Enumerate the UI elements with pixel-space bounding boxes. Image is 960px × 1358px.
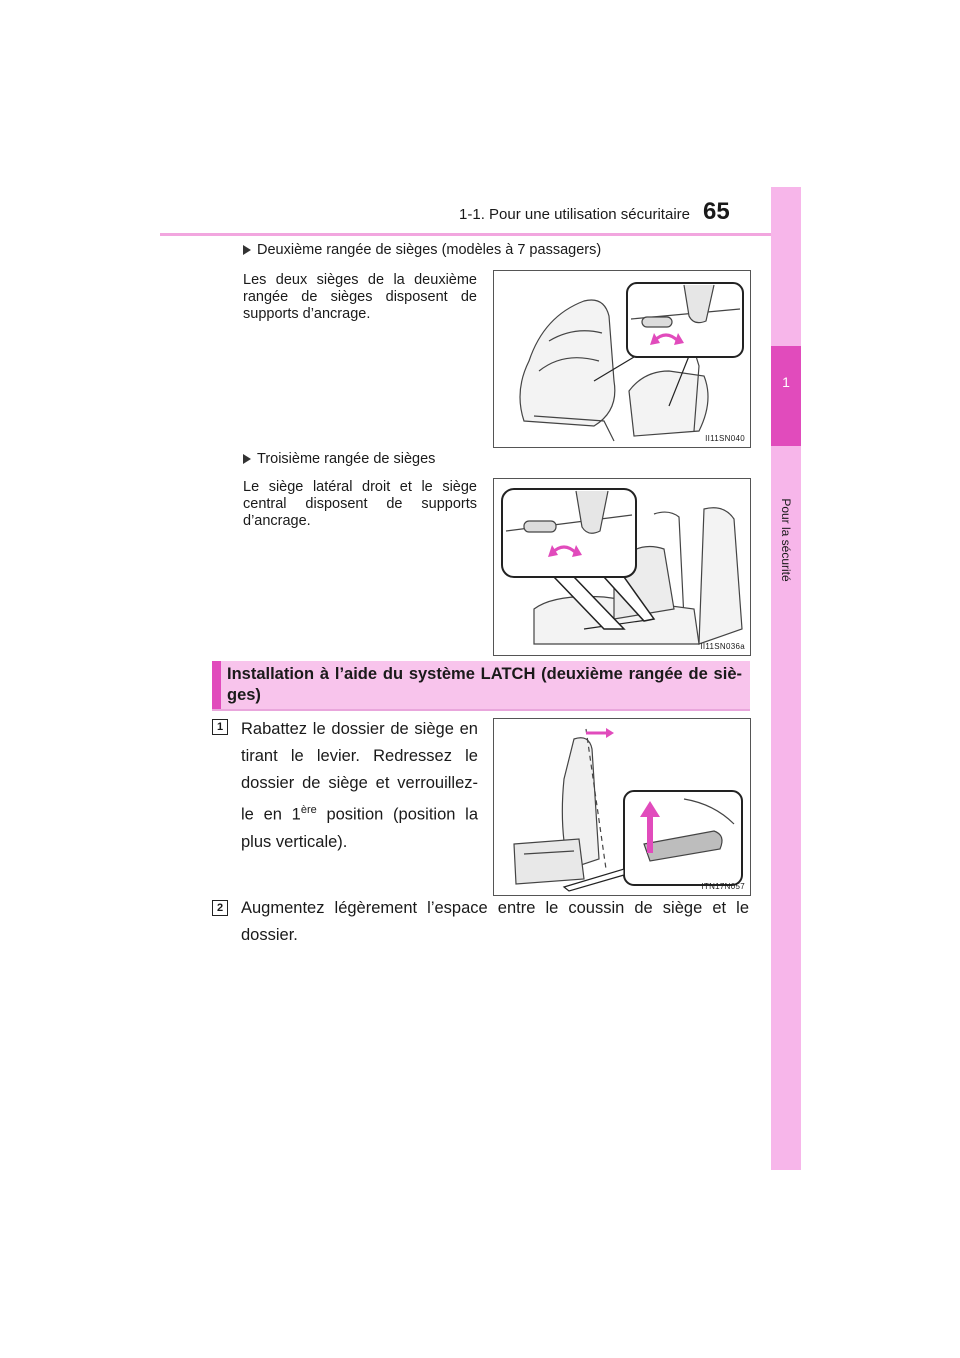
figure-second-row-anchors (493, 270, 751, 448)
seatback-lever-illustration (494, 719, 750, 895)
side-tab-number: 1 (782, 374, 790, 390)
figure-seatback-lever (493, 718, 751, 896)
paragraph-second-row: Les deux sièges de la deuxième rangée de sièges disposent de supports d’ancrage. (243, 272, 477, 322)
side-tab-active (771, 346, 801, 446)
side-tab-label: Pour la sécurité (779, 498, 793, 582)
step-2-text: Augmentez légèrement l’espace entre le coussin de siège et le dossier. (241, 899, 749, 944)
page-number: 65 (703, 198, 730, 225)
section-heading: Installation à l’aide du système LATCH (deuxième rangée de siè- ges) (227, 665, 742, 704)
seat-anchor-illustration (494, 271, 750, 447)
header-rule (160, 233, 800, 236)
step-1-text (241, 716, 478, 856)
figure-code: II11SN040 (705, 434, 745, 443)
step-1-text-end: position (position la plus verticale). (241, 805, 478, 851)
bullet-heading-second-row (243, 242, 601, 258)
bullet-heading-text: Troisième rangée de sièges (257, 451, 436, 467)
step-number-1: 1 (212, 719, 228, 735)
triangle-bullet-icon (243, 454, 251, 464)
paragraph-third-row: Le siège latéral droit et le siège central disposent de supports d’ancrage. (243, 479, 477, 529)
step-number-2: 2 (212, 900, 228, 916)
bullet-heading-third-row (243, 451, 435, 467)
section-heading-accent (212, 661, 221, 709)
figure-code: II11SN036a (700, 642, 745, 651)
figure-code: ITN17N057 (701, 882, 745, 891)
seat-anchor-illustration (494, 479, 750, 655)
bullet-heading-text: Deuxième rangée de sièges (modèles à 7 passagers) (257, 242, 602, 258)
side-tab (771, 187, 801, 1170)
section-heading-rule (212, 709, 750, 711)
triangle-bullet-icon (243, 245, 251, 255)
step-1-superscript: ère (300, 804, 317, 816)
step-1-text-main: Rabattez le dossier de siège en tirant le levier. Redressez le dossier de siège et verrouillez- le en 1 (241, 720, 478, 824)
figure-third-row-anchors (493, 478, 751, 656)
running-header: 1-1. Pour une utilisation sécuritaire (459, 206, 690, 223)
